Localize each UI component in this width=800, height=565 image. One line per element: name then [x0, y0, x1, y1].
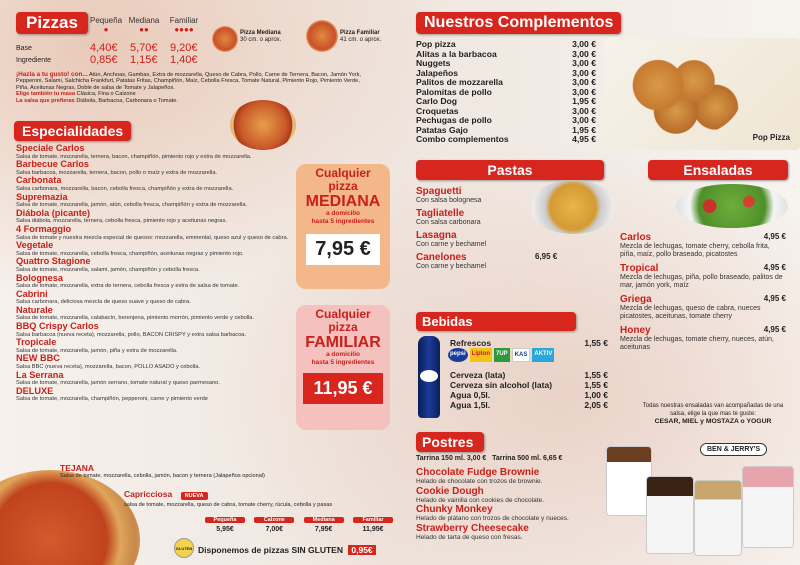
col-mediana	[124, 16, 164, 34]
price-cell	[353, 517, 393, 533]
especialidad-name: La Serrana	[16, 369, 64, 380]
complemento-name: Patatas Gajo	[416, 124, 469, 135]
ben-jerrys-logo: BEN & JERRY'S	[700, 443, 767, 456]
pasta-desc: Con salsa bolognesa	[416, 197, 482, 204]
tejana-desc: Salsa de tomate, mozzarella, cebolla, jamón, bacon y ternera (Jalapeños opcional)	[60, 473, 265, 479]
especialidad-name: Diábola (picante)	[16, 207, 91, 218]
postres-list	[416, 467, 596, 541]
person-icon: ●	[103, 25, 109, 34]
complemento-price: 1,95 €	[572, 96, 596, 106]
promo-line: pizza	[328, 179, 358, 193]
ensalada-row	[620, 325, 786, 336]
col-familiar	[162, 16, 206, 34]
pastas-price: 6,95 €	[535, 252, 558, 261]
especialidad-desc: Salsa de tomate, mozzarella, extra de ternera, cebolla fresca y extra de salsa de tomate.	[16, 283, 240, 290]
complemento-price: 3,00 €	[572, 86, 596, 97]
pizza-familiar-caption	[340, 30, 381, 44]
ensaladas-note-bold: CESAR, MIEL y MOSTAZA o YOGUR	[654, 418, 772, 425]
especialidad-name: BBQ Crispy Carlos	[16, 321, 99, 332]
especialidad-name: NEW BBC	[16, 353, 60, 364]
price-label: Familiar	[353, 517, 393, 523]
complemento-price: 1,95 €	[572, 124, 596, 135]
bebida-row	[450, 338, 608, 348]
aktiv-logo: AKTIV	[532, 348, 554, 362]
bottom-price-table	[205, 517, 393, 533]
family-icon: ●●●●	[174, 25, 194, 34]
ensalada-price: 4,95 €	[763, 325, 786, 334]
bebida-name: Agua 1,5l.	[450, 400, 491, 410]
pepsi-logo: pepsi	[448, 348, 468, 362]
pop-pizza-caption: Pop Pizza	[752, 133, 790, 142]
postre-name: Cookie Dough	[416, 485, 484, 497]
pasta-name: Tagliatelle	[416, 208, 465, 219]
price-label: Mediana	[304, 517, 344, 523]
especialidad-desc: Salsa de tomate, mozzarella, jamón, piña y extra de mozzarella.	[16, 347, 178, 354]
postre-name: Chocolate Fudge Brownie	[416, 467, 540, 478]
promo-size: FAMILIAR	[305, 334, 381, 351]
especialidad-name: Quattro Stagione	[16, 256, 91, 267]
masa-lead: Elige también tu masa	[16, 91, 76, 98]
promo-mediana	[296, 164, 390, 289]
pop-pizza-balls	[622, 50, 742, 138]
postre-name: Chunky Monkey	[416, 504, 493, 515]
especialidad-desc: Salsa de tomate, mozzarella, cebolla fresca, champiñón, aceitunas negras y pimiento rojo.	[16, 250, 244, 257]
especialidad-desc: Salsa de tomate, mozzarella, ternera, bacon, champiñón, pimiento rojo y extra de mozzarella.	[16, 153, 252, 160]
especialidad-name: Bolognesa	[16, 272, 63, 283]
ensalada-row	[620, 294, 786, 305]
price-value: 7,00€	[265, 526, 284, 533]
price-value: 11,95€	[362, 526, 384, 533]
price-label: Pequeña	[205, 517, 245, 523]
tarrina-line: Tarrina 150 ml. 3,00 € Tarrina 500 ml. 6,65 €	[416, 455, 563, 462]
postre-desc: Helado de chocolate con trozos de brownie.	[416, 478, 543, 485]
especialidad-name: Tropicale	[16, 337, 57, 348]
tub-icon	[742, 466, 794, 548]
ensaladas-note-text: Todas nuestras ensaladas van acompañadas de una salsa, elige la que mas te guste:	[642, 403, 784, 417]
price-cell	[304, 517, 344, 533]
familiar-size: 41 cm. o aprox.	[340, 37, 382, 43]
especialidad-desc: Salsa diábola, mozzarella, ternera, cebolla fresca, pimiento rojo y aceitunas negras.	[16, 218, 227, 225]
especialidades-title: Especialidades	[14, 121, 131, 141]
postre-desc: Helado de tarta de queso con fresas.	[416, 533, 523, 541]
mediana-size: 30 cm. o aprox.	[240, 37, 282, 43]
tub-icon	[694, 480, 742, 556]
bebidas-title: Bebidas	[416, 312, 576, 331]
price-ing-mediana: 1,15€	[130, 54, 158, 66]
promo-line: Cualquier	[315, 166, 371, 180]
tejana-block	[60, 463, 360, 479]
pizza-mediana-caption	[240, 30, 281, 44]
complementos-title: Nuestros Complementos	[416, 12, 621, 34]
ensalada-desc: Mezcla de lechugas, tomate cherry, nueces, atún, aceitunas	[620, 336, 774, 351]
bebida-price: 1,55 €	[584, 380, 608, 390]
col-label: Familiar	[169, 16, 199, 25]
ensalada-price: 4,95 €	[763, 263, 786, 272]
pizza-photo-top	[230, 100, 296, 150]
new-badge: NUEVA	[181, 492, 208, 500]
hazla-body: Atún, Anchoas, Gambas, Extra de mozzarella, Queso de Cabra, Pollo, Carne de Ternera, Bacon, Jamón York, Pepperoni, Salami, Salchicha Frankfurt, Patatas Fritas, Champiñón, Maíz, Cebolla Fresca, Tomate Natural, Pimiento Rojo, Pimiento Verde, Piña, Aceitunas Negras, Doble de salsa de Tomate y Jalapeños.	[16, 72, 361, 91]
complemento-price: 4,95 €	[572, 134, 596, 144]
7up-logo: 7UP	[494, 348, 510, 362]
pizzas-title: Pizzas	[16, 12, 88, 34]
bebida-name: Refrescos	[450, 338, 492, 348]
ensalada-desc: Mezcla de lechugas, piña, pollo braseado, palitos de mar, jamón york, maíz	[620, 274, 783, 289]
promo-line: Cualquier	[315, 307, 371, 321]
bebida-row	[450, 390, 608, 400]
promo-price: 11,95 €	[303, 373, 383, 404]
lipton-logo: Lipton	[470, 348, 492, 362]
people-icon: ●●	[139, 25, 149, 34]
especialidad-name: Cabrini	[16, 288, 48, 299]
bebida-row	[450, 380, 608, 390]
pasta-name: Lasagna	[416, 230, 457, 241]
bebida-name: Agua 0,5l.	[450, 390, 491, 400]
price-cell	[205, 517, 245, 533]
ensalada-desc: Mezcla de lechugas, tomate cherry, cebolla frita, piña, maíz, pollo braseado, picatostes	[620, 243, 770, 258]
tub-icon	[646, 476, 694, 554]
pizza-familiar-icon	[306, 20, 338, 52]
promo-line: a domicilio	[326, 351, 360, 358]
complemento-name: Croquetas	[416, 105, 459, 116]
complemento-price: 3,00 €	[572, 39, 596, 49]
capricciosa-name: Capricciosa	[124, 489, 173, 499]
especialidad-name: Barbecue Carlos	[16, 159, 90, 170]
complemento-name: Pop pizza	[416, 39, 456, 49]
pasta-desc: Con salsa carbonara	[416, 219, 481, 226]
especialidad-name: 4 Formaggio	[16, 223, 72, 234]
promo-line: a domicilio	[326, 210, 360, 217]
pastas-title: Pastas	[416, 160, 604, 180]
complemento-name: Palomitas de pollo	[416, 86, 492, 97]
promo-line: hasta 5 ingredientes	[311, 218, 375, 225]
price-ing-familiar: 1,40€	[170, 54, 198, 66]
especialidad-name: Speciale Carlos	[16, 143, 85, 153]
complemento-name: Palitos de mozzarella	[416, 77, 503, 87]
masa-body: Clásica, Fina o Calzone	[76, 91, 136, 98]
promo-line: hasta 5 ingredientes	[311, 359, 375, 366]
complemento-price: 3,00 €	[572, 48, 596, 59]
ensaladas-note	[638, 403, 788, 426]
postre-name: Strawberry Cheesecake	[416, 522, 529, 534]
ensalada-row	[620, 232, 786, 243]
bebida-price: 1,00 €	[584, 390, 608, 400]
bebida-row	[450, 400, 608, 410]
price-base-mediana: 5,70€	[130, 42, 158, 54]
salsa-lead: La salsa que prefieras	[16, 97, 75, 104]
complemento-price: 3,00 €	[572, 58, 596, 68]
bebida-row	[450, 370, 608, 380]
ensaladas-list	[620, 232, 786, 356]
ensalada-name: Griega	[620, 294, 652, 305]
ensalada-price: 4,95 €	[763, 232, 786, 241]
icecream-tubs	[604, 446, 800, 565]
especialidad-name: Vegetale	[16, 240, 54, 251]
col-label: Pequeña	[89, 16, 123, 25]
complemento-price: 3,00 €	[572, 115, 596, 125]
bebida-price: 1,55 €	[584, 338, 608, 348]
pasta-name: Canelones	[416, 252, 467, 263]
gluten-label: Disponemos de pizzas SIN GLUTEN	[198, 545, 343, 555]
complemento-name: Carlo Dog	[416, 96, 458, 106]
kas-logo: KAS	[512, 348, 531, 362]
ensalada-name: Carlos	[620, 232, 652, 243]
postre-desc: Helado de plátano con trozos de chocolate y nueces.	[416, 515, 569, 522]
especialidad-name: Supremazia	[16, 191, 68, 202]
price-base-familiar: 9,20€	[170, 42, 198, 54]
gluten-text	[198, 545, 376, 555]
especialidad-desc: Salsa de tomate, mozzarella, champiñón, pepperoni, carne y pimiento verde	[16, 396, 208, 403]
complemento-price: 3,00 €	[572, 105, 596, 116]
especialidad-name: Carbonata	[16, 175, 62, 186]
complemento-price: 3,00 €	[572, 77, 596, 87]
col-label: Mediana	[128, 16, 160, 25]
complemento-row	[416, 135, 596, 145]
especialidad-name: Naturale	[16, 304, 53, 315]
especialidad-desc: Salsa de tomate y nuestra mezcla especial de quesos: mozzarella, emmental, queso azul y queso de cabra.	[16, 234, 289, 241]
promo-price: 7,95 €	[306, 234, 380, 265]
row-base-label: Base	[16, 45, 32, 52]
pepsi-bottle	[418, 336, 440, 418]
especialidad-desc: Salsa barbacoa (nueva receta), mozzarella, pollo, BACON CRISPY y extra salsa barbacoa.	[16, 331, 247, 338]
complemento-name: Combo complementos	[416, 134, 509, 144]
ensalada-row	[620, 263, 786, 274]
pasta-name: Spaguetti	[416, 186, 462, 197]
especialidad-desc: Salsa de tomate, mozzarella, calabacín, berenjena, pimiento morrón, pimiento verde y cebolla.	[16, 315, 255, 322]
bebida-price: 2,05 €	[584, 400, 608, 410]
especialidad-desc: Salsa barbacoa, mozzarella, ternera, bacon, pollo o maíz y extra de mozzarella.	[16, 169, 218, 176]
price-value: 5,95€	[216, 526, 234, 533]
gluten-price: 0,95€	[348, 545, 375, 555]
price-cell	[254, 517, 294, 533]
complemento-name: Pechugas de pollo	[416, 115, 492, 125]
ensalada-name: Tropical	[620, 263, 659, 274]
ensalada-name: Honey	[620, 325, 651, 336]
bebida-name: Cerveza sin alcohol (lata)	[450, 380, 553, 390]
pop-pizza-photo	[604, 38, 800, 150]
promo-familiar	[296, 305, 390, 430]
postres-title: Postres	[416, 432, 484, 452]
pasta-desc: Con carne y bechamel	[416, 241, 487, 248]
row-ingrediente-label: Ingrediente	[16, 57, 52, 64]
especialidades-list	[16, 144, 301, 403]
price-base-pequena: 4,40€	[90, 42, 118, 54]
especialidad-desc: Salsa de tomate, mozzarella, salami, jamón, champiñón y cebolla fresca.	[16, 266, 200, 273]
price-value: 7,95€	[314, 526, 333, 533]
postre-desc: Helado de vainilla con cookies de chocolate.	[416, 496, 544, 504]
col-pequena	[86, 16, 126, 34]
pizza-mediana-icon	[212, 26, 238, 52]
especialidad-desc: Salsa carbonara, deliciosa mezcla de queso suave y queso de cabra.	[16, 299, 191, 306]
tejana-name: TEJANA	[60, 463, 95, 473]
price-label: Calzone	[254, 517, 294, 523]
complemento-name: Jalapeños	[416, 67, 459, 78]
familiar-label: Pizza Familiar	[340, 30, 380, 36]
ensaladas-title: Ensaladas	[648, 160, 788, 180]
ensalada-price: 4,95 €	[763, 294, 786, 303]
hazla-lead: ¡Hazla a tu gusto! con...	[16, 71, 88, 78]
bebida-name: Cerveza (lata)	[450, 370, 506, 380]
especialidad-desc: Salsa de tomate, mozzarella, jamón, atún, cebolla fresca, champiñón y extra de mozzarella.	[16, 202, 248, 209]
especialidad-desc: Salsa BBC (nueva receta), mozzarella, bacon, POLLO ASADO y cebolla.	[16, 364, 200, 371]
salad-photo	[676, 184, 788, 228]
mediana-label: Pizza Mediana	[240, 30, 281, 36]
pasta-desc: Con carne y bechamel	[416, 263, 487, 270]
salsa-body: Diábola, Barbacoa, Carbonara o Tomate.	[76, 97, 178, 104]
hazla-text	[16, 72, 361, 104]
pizza-photo-bottom	[0, 470, 140, 565]
especialidad-desc: Salsa carbonara, mozzarella, bacon, cebolla fresca, champiñón y extra de mozzarella.	[16, 185, 234, 192]
especialidad-desc: Salsa de tomate, mozzarella, jamón serrano, tomate natural y queso parmesano.	[16, 380, 220, 387]
complemento-name: Nuggets	[416, 58, 451, 68]
complemento-price: 3,00 €	[572, 67, 596, 78]
complemento-name: Alitas a la barbacoa	[416, 48, 497, 59]
promo-line: pizza	[328, 320, 358, 334]
ensalada-desc: Mezcla de lechugas, queso de cabra, nueces picatostes, aceitunas, tomate cherry	[620, 305, 761, 320]
bebida-price: 1,55 €	[584, 370, 608, 380]
gluten-icon: GLUTEN	[174, 538, 194, 558]
capricciosa-block	[124, 484, 374, 508]
capricciosa-desc: salsa de tomate, mozzarella, queso de cabra, tomate cherry, rúcula, cebolla y pasas	[124, 502, 333, 508]
bebidas-list	[450, 338, 608, 410]
especialidad-name: DELUXE	[16, 385, 54, 396]
promo-size: MEDIANA	[305, 193, 381, 210]
complementos-list	[416, 40, 596, 145]
price-ing-pequena: 0,85€	[90, 54, 118, 66]
